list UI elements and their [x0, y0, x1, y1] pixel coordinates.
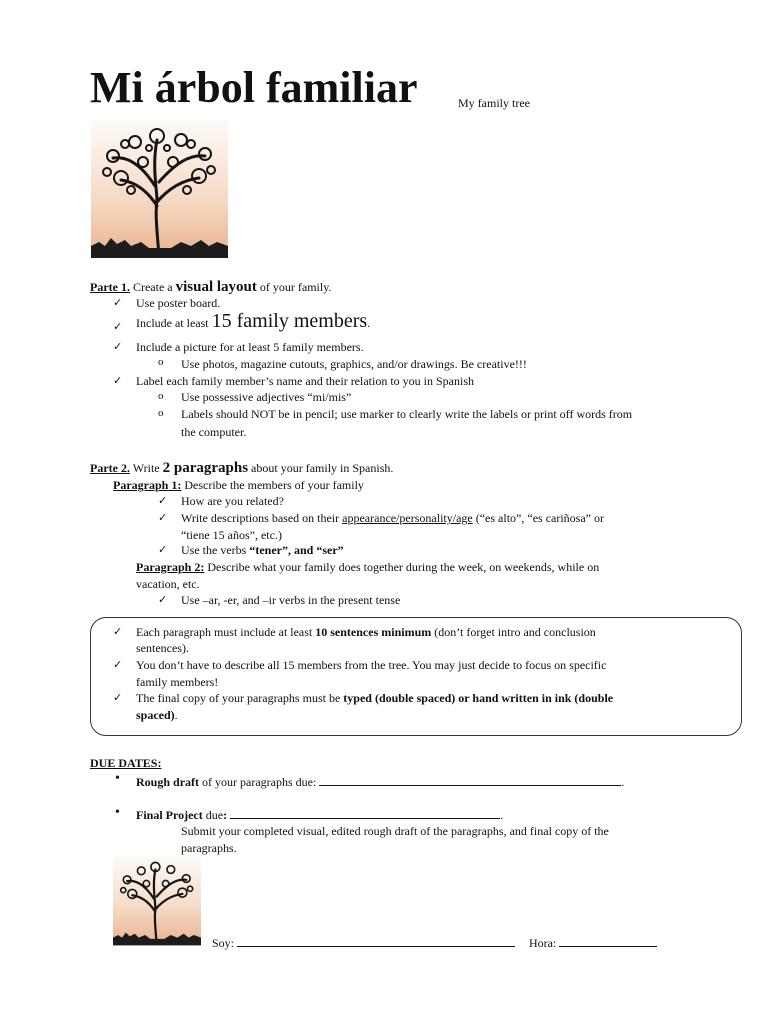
- part2-heading: Parte 2.: [90, 461, 130, 475]
- rough-draft-text: of your paragraphs due:: [199, 775, 320, 789]
- part2-intro-end: about your family in Spanish.: [248, 461, 394, 475]
- page-subtitle: My family tree: [458, 96, 530, 110]
- note-sentences-bold: 10 sentences minimum: [315, 625, 432, 639]
- part1-item-poster: Use poster board.: [136, 296, 221, 310]
- final-project-text: due: [202, 808, 224, 822]
- check-icon: ✓: [158, 593, 168, 606]
- part1-intro-bold: visual layout: [175, 279, 257, 295]
- final-project-colon: :: [223, 808, 228, 822]
- period-line: [529, 935, 657, 951]
- part1-item-picture-sub: Use photos, magazine cutouts, graphics, and/or drawings. Be creative!!!: [181, 357, 527, 371]
- check-icon: ✓: [113, 320, 123, 333]
- paragraph2-line: [136, 560, 599, 575]
- paragraph1-label: Paragraph 1:: [113, 478, 182, 492]
- circle-bullet-icon: o: [158, 356, 164, 368]
- hora-label: Hora:: [529, 936, 557, 950]
- bullet-icon: •: [115, 805, 120, 820]
- note-final-copy: [136, 691, 613, 706]
- part1-intro-text: Create a: [129, 280, 176, 294]
- part1-item-members-end: .: [367, 316, 371, 330]
- part1-item-label-sub2-cont: the computer.: [181, 425, 247, 439]
- check-icon: ✓: [113, 296, 123, 309]
- check-icon: ✓: [158, 494, 168, 507]
- p1-item-verbs: [181, 543, 344, 558]
- check-icon: ✓: [113, 691, 123, 704]
- name-blank[interactable]: [237, 935, 515, 947]
- part1-item-label-sub1: Use possessive adjectives “mi/mis”: [181, 390, 352, 404]
- p1-item-verbs-pre: Use the verbs: [181, 543, 250, 557]
- p2-item-verbs: Use –ar, -er, and –ir verbs in the present tense: [181, 593, 401, 607]
- p1-item-descriptions-post: (“es alto”, “es cariñosa” or: [472, 511, 604, 525]
- note-sentences-pre: Each paragraph must include at least: [136, 625, 316, 639]
- part1-item-members: [136, 310, 371, 332]
- submit-instructions-cont: paragraphs.: [181, 841, 237, 855]
- soy-label: Soy:: [212, 936, 235, 950]
- note-final-copy-cont: [136, 708, 178, 723]
- part1-item-label-sub2: Labels should NOT be in pencil; use marker to clearly write the labels or print off words from: [181, 407, 633, 421]
- part2-intro-text: Write: [129, 461, 163, 475]
- tree-illustration-icon: [91, 120, 228, 258]
- part1-item-members-pre: Include at least: [136, 316, 212, 330]
- hora-blank[interactable]: [559, 935, 657, 947]
- rough-draft-bold: Rough draft: [136, 775, 200, 789]
- p1-item-descriptions-pre: Write descriptions based on their: [181, 511, 343, 525]
- paragraph1-text: Describe the members of your family: [181, 478, 364, 492]
- part1-intro: [90, 280, 331, 295]
- note-final-copy-pre: The final copy of your paragraphs must be: [136, 691, 344, 705]
- check-icon: ✓: [113, 340, 123, 353]
- p1-item-verbs-bold: “tener”, and “ser”: [249, 543, 344, 557]
- note-final-copy-bold2: spaced): [136, 708, 175, 722]
- note-sentences-cont: sentences).: [136, 641, 189, 655]
- rough-draft-line: [136, 774, 624, 790]
- bullet-icon: •: [115, 771, 120, 786]
- part2-intro: [90, 461, 393, 476]
- p1-item-descriptions-underline: appearance/personality/age: [342, 511, 473, 525]
- paragraph2-cont: vacation, etc.: [136, 577, 200, 591]
- final-project-end: .: [500, 808, 504, 822]
- part1-item-members-big: 15 family members: [211, 310, 368, 332]
- rough-draft-date-blank[interactable]: [319, 774, 621, 786]
- note-final-copy-bold: typed (double spaced) or hand written in ink (double: [343, 691, 614, 705]
- name-line: [212, 935, 515, 951]
- part1-item-picture: Include a picture for at least 5 family members.: [136, 340, 364, 354]
- note-final-copy-end: .: [174, 708, 178, 722]
- note-sentences-post: (don’t forget intro and conclusion: [431, 625, 596, 639]
- part1-item-label: Label each family member’s name and their relation to you in Spanish: [136, 374, 475, 388]
- final-project-bold: Final Project: [136, 808, 203, 822]
- circle-bullet-icon: o: [158, 407, 164, 419]
- part1-heading: Parte 1.: [90, 280, 130, 294]
- note-members: You don’t have to describe all 15 members from the tree. You may just decide to focus on specific: [136, 658, 607, 672]
- p1-item-related: How are you related?: [181, 494, 284, 508]
- note-members-cont: family members!: [136, 675, 219, 689]
- paragraph2-label: Paragraph 2:: [136, 560, 205, 574]
- check-icon: ✓: [158, 543, 168, 556]
- check-icon: ✓: [113, 658, 123, 671]
- final-project-date-blank[interactable]: [230, 807, 500, 819]
- check-icon: ✓: [158, 511, 168, 524]
- due-dates-heading: DUE DATES:: [90, 756, 162, 770]
- page-title: Mi árbol familiar: [90, 63, 418, 112]
- p1-item-descriptions-cont: “tiene 15 años”, etc.): [181, 528, 282, 542]
- paragraph2-text: Describe what your family does together during the week, on weekends, while on: [204, 560, 600, 574]
- p1-item-descriptions: [181, 511, 604, 526]
- note-sentences: [136, 625, 596, 640]
- submit-instructions: Submit your completed visual, edited rough draft of the paragraphs, and final copy of the: [181, 824, 609, 838]
- check-icon: ✓: [113, 374, 123, 387]
- part1-intro-end: of your family.: [256, 280, 332, 294]
- rough-draft-end: .: [621, 775, 625, 789]
- circle-bullet-icon: o: [158, 390, 164, 402]
- final-project-line: [136, 807, 503, 823]
- check-icon: ✓: [113, 625, 123, 638]
- tree-illustration-small-icon: [113, 856, 201, 946]
- part2-intro-bold: 2 paragraphs: [162, 460, 249, 476]
- paragraph1-line: [113, 478, 364, 493]
